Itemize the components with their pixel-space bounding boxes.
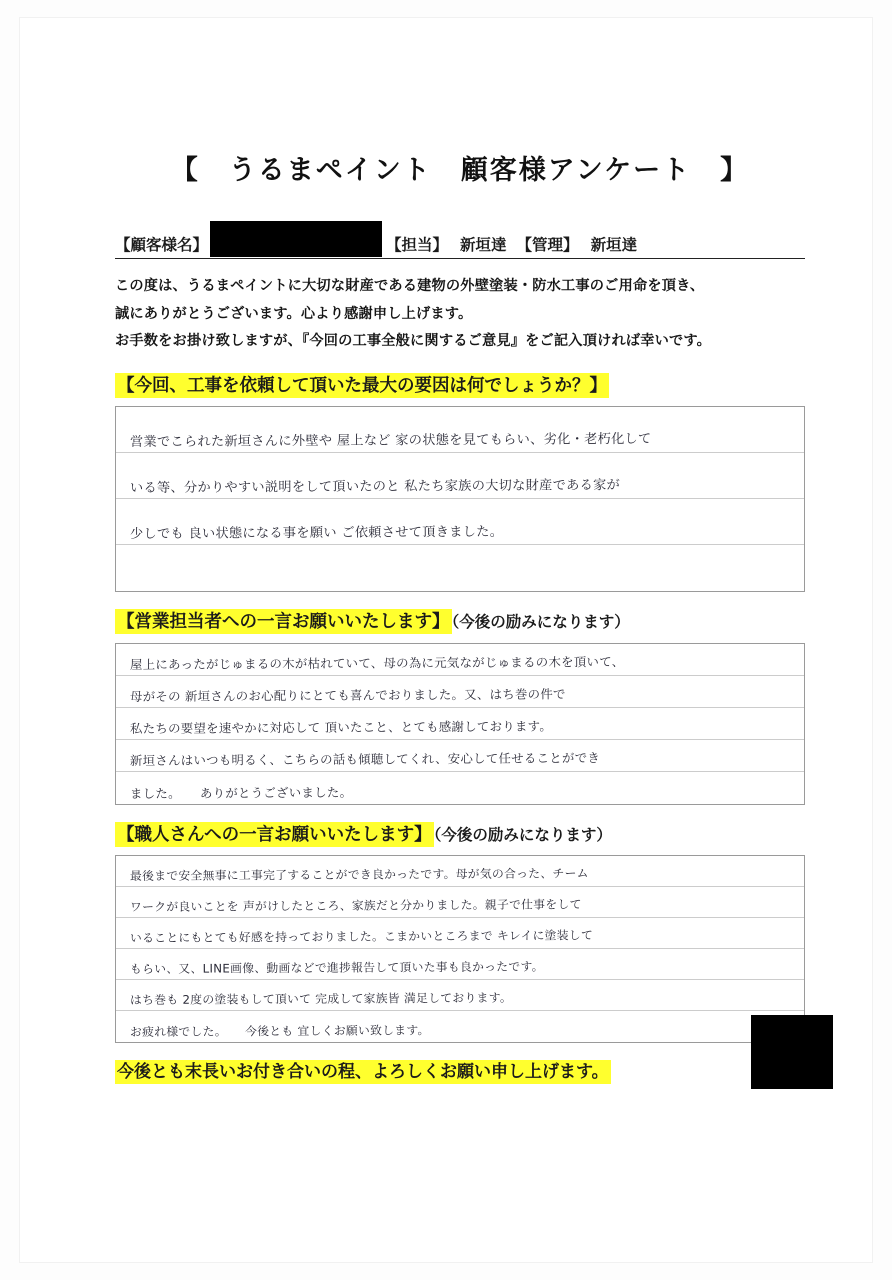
- manager-value: 新垣達: [590, 237, 638, 254]
- intro-line-1: この度は、うるまペイントに大切な財産である建物の外壁塗装・防水工事のご用命を頂き、: [115, 278, 705, 294]
- handwriting-line: もらい、又、LINE画像、動画などで進捗報告して頂いた事も良かったです。: [129, 959, 544, 976]
- intro-paragraphs: [115, 273, 805, 356]
- answer-line: [116, 644, 804, 676]
- handwriting-line: いることにもとても好感を持っておりました。こまかいところまで キレイに塗装して: [129, 928, 594, 945]
- section-heading-2: [115, 608, 805, 634]
- customer-name-label: 【顧客様名】: [115, 237, 209, 254]
- handwriting-line: はち巻も 2度の塗装もして頂いて 完成して家族皆 満足しております。: [129, 990, 512, 1007]
- redacted-stamp-block: [751, 1015, 833, 1089]
- answer-line: [116, 856, 804, 887]
- document-content: [115, 148, 805, 1082]
- answer-line: [116, 887, 804, 918]
- answer-line: [116, 708, 804, 740]
- closing-line: [115, 1057, 805, 1082]
- section-heading-3-suffix: （今後の励みになります）: [433, 826, 612, 844]
- answer-box-3: [115, 855, 805, 1043]
- answer-line: [116, 453, 804, 499]
- staff-label: 【担当】: [386, 237, 449, 254]
- section-heading-2-suffix: （今後の励みになります）: [451, 614, 630, 632]
- staff-value: 新垣達: [460, 237, 507, 254]
- answer-line: [116, 1011, 804, 1042]
- handwriting-line: 母がその 新垣さんのお心配りにとても喜んでおりました。又、はち巻の件で: [129, 685, 566, 704]
- page-title: 【 うるまペイント 顧客様アンケート 】: [170, 155, 750, 185]
- answer-box-1: [115, 406, 805, 592]
- section-heading-3: [115, 821, 805, 847]
- section-heading-2-text: 【営業担当者への一言お願いいたします】: [115, 609, 452, 634]
- handwriting-line: 私たちの要望を速やかに対応して 頂いたこと、とても感謝しております。: [129, 718, 553, 736]
- answer-line: [116, 740, 804, 772]
- answer-line: [116, 545, 804, 591]
- handwriting-line: 営業でこられた新垣さんに外壁や 屋上など 家の状態を見てもらい、劣化・老朽化して: [129, 432, 652, 451]
- handwriting-line: いる等、分かりやすい説明をして頂いたのと 私たち家族の大切な財産である家が: [129, 478, 621, 497]
- customer-meta-row: [115, 221, 805, 259]
- section-heading-1-text: 【今回、工事を依頼して頂いた最大の要因は何でしょうか？】: [115, 373, 609, 398]
- handwriting-line: 少しでも 良い状態になる事を願い ご依頼させて頂きました。: [129, 525, 504, 543]
- answer-line: [116, 949, 804, 980]
- redacted-customer-name: [210, 221, 382, 257]
- answer-line: [116, 407, 804, 453]
- handwriting-line: ワークが良いことを 声がけしたところ、家族だと分かりました。親子で仕事をして: [129, 897, 582, 914]
- answer-line: [116, 772, 804, 804]
- handwriting-line: 屋上にあったがじゅまるの木が枯れていて、母の為に元気ながじゅまるの木を頂いて、: [129, 653, 625, 672]
- answer-box-2: [115, 643, 805, 805]
- handwriting-line: 新垣さんはいつも明るく、こちらの話も傾聴してくれ、安心して任せることができ: [129, 749, 601, 768]
- handwriting-line: 最後まで安全無事に工事完了することができ良かったです。母が気の合った、チーム: [129, 866, 589, 883]
- scanned-sheet: [20, 18, 872, 1262]
- handwriting-line: [130, 585, 794, 589]
- section-heading-1: [115, 372, 805, 398]
- answer-line: [116, 918, 804, 949]
- answer-line: [116, 980, 804, 1011]
- manager-label: 【管理】: [516, 237, 579, 254]
- section-heading-3-text: 【職人さんへの一言お願いいたします】: [115, 822, 434, 847]
- intro-line-2: 誠にありがとうございます。心より感謝申し上げます。: [115, 305, 473, 322]
- handwriting-line: ました。 ありがとうございました。: [129, 784, 353, 801]
- intro-line-3: お手数をお掛け致しますが、『今回の工事全般に関するご意見』をご記入頂ければ幸いです。: [115, 333, 712, 350]
- answer-line: [116, 676, 804, 708]
- answer-line: [116, 499, 804, 545]
- handwriting-line: お疲れ様でした。 今後とも 宜しくお願い致します。: [129, 1023, 430, 1039]
- closing-text: 今後とも末長いお付き合いの程、よろしくお願い申し上げます。: [115, 1060, 611, 1084]
